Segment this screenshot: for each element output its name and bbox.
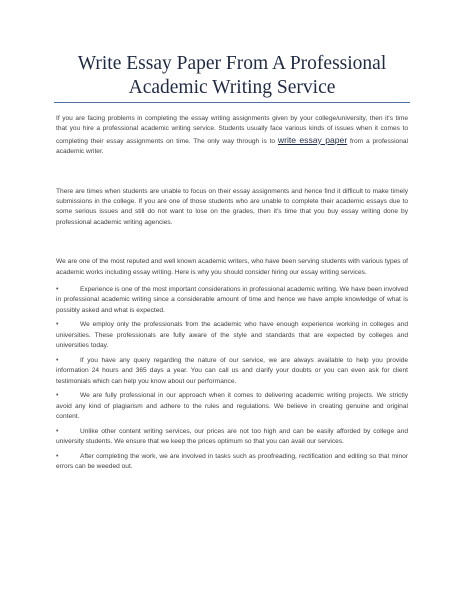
list-item-text: Experience is one of the most important considerations in professional academic writing. We have been involved in professional academic writing since a considerable amount of time and hence we have ample knowledge of what is possibly asked and what is expected. [56,286,408,314]
bullet-icon: • [56,452,59,460]
page-title [54,52,410,100]
list-item [56,320,408,351]
bullet-icon: • [56,286,59,294]
list-item [56,285,408,316]
list-item-text: Unlike other content writing services, our prices are not too high and can be easily afforded by college and university students. We ensure that we keep the prices optimum so that you can avail our services. [56,427,408,446]
list-item [56,427,408,448]
bullet-icon: • [56,356,59,364]
bullet-icon: • [56,392,59,400]
bullet-icon: • [56,427,59,435]
bullet-icon: • [56,321,59,329]
paragraph-reputation: We are one of the most reputed and well known academic writers, who have been serving students with various types of academic works including essay writing. Here is why you should consider hiring our essay writing services. [56,258,408,276]
paragraph-intro [56,114,408,158]
list-item [56,452,408,473]
list-item-text: We employ only the professionals from the academic who have enough experience working in colleges and universities. These professionals are fully aware of the style and standards that are expected by colleges and universities today. [56,321,408,350]
title-divider [54,102,410,103]
list-item-text: If you have any query regarding the nature of our service, we are always available to help you provide information 24 hours and 365 days a year. You can call us and clarify your doubts or you can even ask for client testimonials which can help you know about our performance. [56,356,408,385]
write-essay-paper-link[interactable]: write essay paper [277,134,348,145]
paragraph-focus: There are times when students are unable to focus on their essay assignments and hence find it difficult to make timely submissions in the college. If you are one of those students who are unable to complete their academic essays due to some serious issues and still do not want to lose on the grades, then it's time that you buy essay writing done by professional academic writing agencies. [56,187,408,226]
intro-text-before-link: If you are facing problems in completing the essay writing assignments given by your college/university, then it's time that you hire a professional academic writing service. Students usually face various kinds of issues when it comes to completing their essay assignments on time. The only way through is to [56,115,408,145]
reasons-list [56,285,408,472]
document-body [56,114,408,477]
list-item-text: After completing the work, we are involved in tasks such as proofreading, rectification and editing so that minor errors can be weeded out. [56,452,408,471]
title-line-1: Write Essay Paper From A Professional [77,53,387,74]
title-line-2: Academic Writing Service [128,77,336,98]
list-item [56,356,408,387]
list-item [56,391,408,422]
intro-text-after-link: from a professional academic writer. [56,137,409,156]
list-item-text: We are fully professional in our approach when it comes to delivering academic writing projects. We strictly avoid any kind of plagiarism and adhere to the rules and regulations. We believe in creating genuine and original content. [56,392,408,421]
